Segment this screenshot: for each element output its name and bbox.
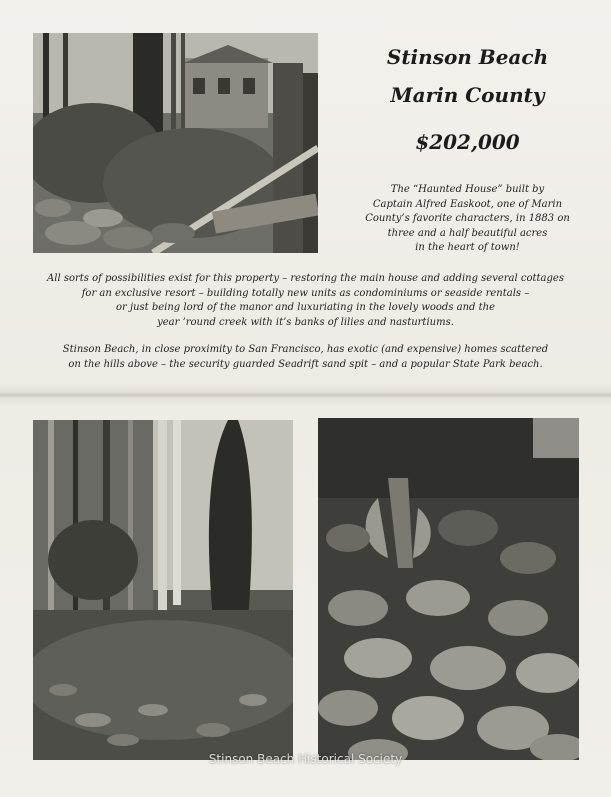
description-line: Captain Alfred Easkoot, one of Marin — [372, 198, 563, 210]
title-line-1: Stinson Beach — [386, 45, 549, 69]
paragraph-line: Stinson Beach, in close proximity to San Francisco, has exotic (and expensive) homes scattered — [62, 344, 549, 355]
possibilities-paragraph — [30, 272, 581, 330]
description-line: in the heart of town! — [415, 242, 520, 253]
title-line-2: Marin County — [390, 83, 545, 107]
description-line: County’s favorite characters, in 1883 on — [365, 213, 570, 224]
description-line: The “Haunted House” built by — [390, 184, 545, 195]
stinson-paragraph — [30, 343, 581, 372]
house-description — [335, 183, 600, 256]
paragraph-line: on the hills above – the security guarded Seadrift sand spit – and a popular State Park beach. — [68, 358, 543, 370]
page-fold — [0, 392, 611, 398]
description-line: three and a half beautiful acres — [387, 227, 548, 239]
paragraph-line: or just being lord of the manor and luxuriating in the lovely woods and the — [115, 302, 496, 313]
paragraph-line: year ’round creek with it’s banks of lilies and nasturtiums. — [157, 316, 454, 328]
photo-haunted-house — [33, 33, 318, 253]
paragraph-line: All sorts of possibilities exist for this property – restoring the main house and adding several cottages — [47, 273, 564, 284]
photo-tall-trees — [33, 420, 293, 760]
price: $202,000 — [415, 130, 520, 154]
photo-nasturtiums — [318, 418, 579, 760]
paragraph-line: for an exclusive resort – building totally new units as condominiums or seaside rentals – — [81, 287, 530, 299]
historical-society-watermark: Stinson Beach Historical Society — [208, 752, 403, 766]
